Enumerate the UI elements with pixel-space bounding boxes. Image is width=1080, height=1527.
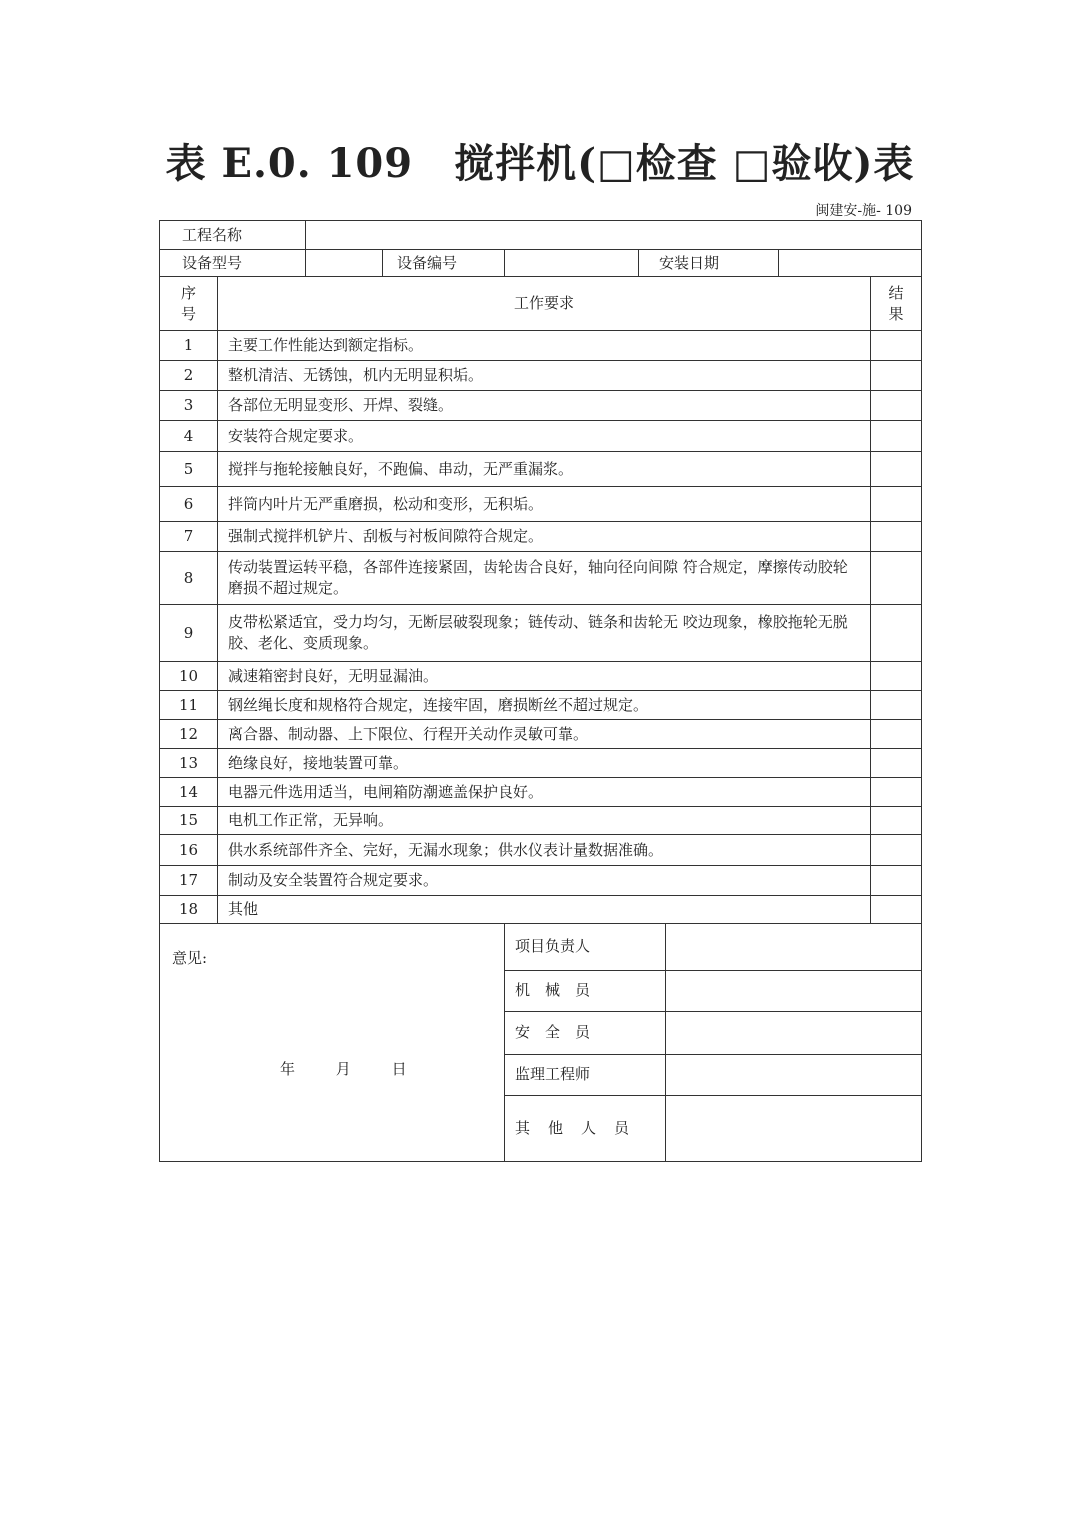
- result-cell[interactable]: [871, 452, 922, 487]
- item-no: 3: [160, 391, 218, 421]
- item-no: 2: [160, 361, 218, 391]
- item-text: 传动装置运转平稳，各部件连接紧固，齿轮齿合良好，轴向径向间隙 符合规定，摩擦传动胶轮磨损不超过规定。: [218, 552, 871, 605]
- item-text: 其他: [218, 896, 871, 924]
- page-title: 表 E.0. 109 搅拌机(□检查 □验收)表: [165, 140, 915, 187]
- signature-panel: [505, 924, 922, 1162]
- result-cell[interactable]: [871, 391, 922, 421]
- item-text: 钢丝绳长度和规格符合规定，连接牢固，磨损断丝不超过规定。: [218, 691, 871, 720]
- model-label: 设备型号: [160, 250, 306, 277]
- seq-header: 序 号: [160, 277, 218, 331]
- item-no: 13: [160, 749, 218, 778]
- opinion-date: [280, 1059, 443, 1080]
- result-cell[interactable]: [871, 522, 922, 552]
- result-cell[interactable]: [871, 835, 922, 866]
- item-text: 减速箱密封良好，无明显漏油。: [218, 662, 871, 691]
- signature-role: 机 械 员: [505, 970, 665, 1011]
- item-text: 电器元件选用适当，电闸箱防潮遮盖保护良好。: [218, 778, 871, 807]
- result-cell[interactable]: [871, 552, 922, 605]
- item-no: 7: [160, 522, 218, 552]
- signature-field[interactable]: [665, 1054, 921, 1095]
- item-text: 安装符合规定要求。: [218, 421, 871, 452]
- signature-field[interactable]: [665, 970, 921, 1011]
- item-no: 12: [160, 720, 218, 749]
- item-text: 整机清洁、无锈蚀，机内无明显积垢。: [218, 361, 871, 391]
- signature-role: 其他人员: [505, 1095, 665, 1161]
- item-text: 制动及安全装置符合规定要求。: [218, 866, 871, 896]
- model-field[interactable]: [306, 250, 383, 277]
- item-text: 搅拌与拖轮接触良好，不跑偏、串动，无严重漏浆。: [218, 452, 871, 487]
- result-cell[interactable]: [871, 421, 922, 452]
- install-date-field[interactable]: [779, 250, 922, 277]
- item-text: 强制式搅拌机铲片、刮板与衬板间隙符合规定。: [218, 522, 871, 552]
- result-cell[interactable]: [871, 361, 922, 391]
- item-text: 离合器、制动器、上下限位、行程开关动作灵敏可靠。: [218, 720, 871, 749]
- item-no: 11: [160, 691, 218, 720]
- install-date-label: 安装日期: [639, 250, 779, 277]
- item-no: 16: [160, 835, 218, 866]
- item-no: 8: [160, 552, 218, 605]
- item-text: 皮带松紧适宜，受力均匀，无断层破裂现象；链传动、链条和齿轮无 咬边现象，橡胶拖轮无脱胶、老化、变质现象。: [218, 605, 871, 662]
- item-text: 供水系统部件齐全、完好，无漏水现象；供水仪表计量数据准确。: [218, 835, 871, 866]
- item-text: 电机工作正常，无异响。: [218, 807, 871, 835]
- item-no: 10: [160, 662, 218, 691]
- result-cell[interactable]: [871, 866, 922, 896]
- serial-field[interactable]: [505, 250, 639, 277]
- item-no: 4: [160, 421, 218, 452]
- item-no: 6: [160, 487, 218, 522]
- project-name-field[interactable]: [306, 221, 922, 250]
- date-month: 月: [335, 1060, 351, 1078]
- item-text: 绝缘良好，接地装置可靠。: [218, 749, 871, 778]
- result-cell[interactable]: [871, 720, 922, 749]
- signature-field[interactable]: [665, 1011, 921, 1054]
- serial-label: 设备编号: [383, 250, 505, 277]
- signature-field[interactable]: [665, 1095, 921, 1161]
- result-cell[interactable]: [871, 778, 922, 807]
- result-cell[interactable]: [871, 896, 922, 924]
- signature-field[interactable]: [665, 924, 921, 970]
- item-text: 拌筒内叶片无严重磨损，松动和变形，无积垢。: [218, 487, 871, 522]
- item-no: 17: [160, 866, 218, 896]
- requirement-header: 工作要求: [218, 277, 871, 331]
- signature-role: 安 全 员: [505, 1011, 665, 1054]
- date-year: 年: [280, 1060, 296, 1078]
- result-header: 结 果: [871, 277, 922, 331]
- inspection-form: [159, 220, 921, 1162]
- opinion-label: 意见:: [172, 949, 208, 967]
- result-cell[interactable]: [871, 662, 922, 691]
- result-cell[interactable]: [871, 749, 922, 778]
- date-day: 日: [391, 1060, 407, 1078]
- item-no: 1: [160, 331, 218, 361]
- signature-role: 监理工程师: [505, 1054, 665, 1095]
- result-cell[interactable]: [871, 487, 922, 522]
- form-code: 闽建安-施- 109: [815, 203, 912, 219]
- item-no: 18: [160, 896, 218, 924]
- item-no: 15: [160, 807, 218, 835]
- item-no: 14: [160, 778, 218, 807]
- result-cell[interactable]: [871, 605, 922, 662]
- result-cell[interactable]: [871, 331, 922, 361]
- opinion-box[interactable]: [160, 924, 505, 1162]
- item-no: 5: [160, 452, 218, 487]
- signature-role: 项目负责人: [505, 924, 665, 970]
- result-cell[interactable]: [871, 691, 922, 720]
- item-text: 各部位无明显变形、开焊、裂缝。: [218, 391, 871, 421]
- item-no: 9: [160, 605, 218, 662]
- item-text: 主要工作性能达到额定指标。: [218, 331, 871, 361]
- project-name-label: 工程名称: [160, 221, 306, 250]
- result-cell[interactable]: [871, 807, 922, 835]
